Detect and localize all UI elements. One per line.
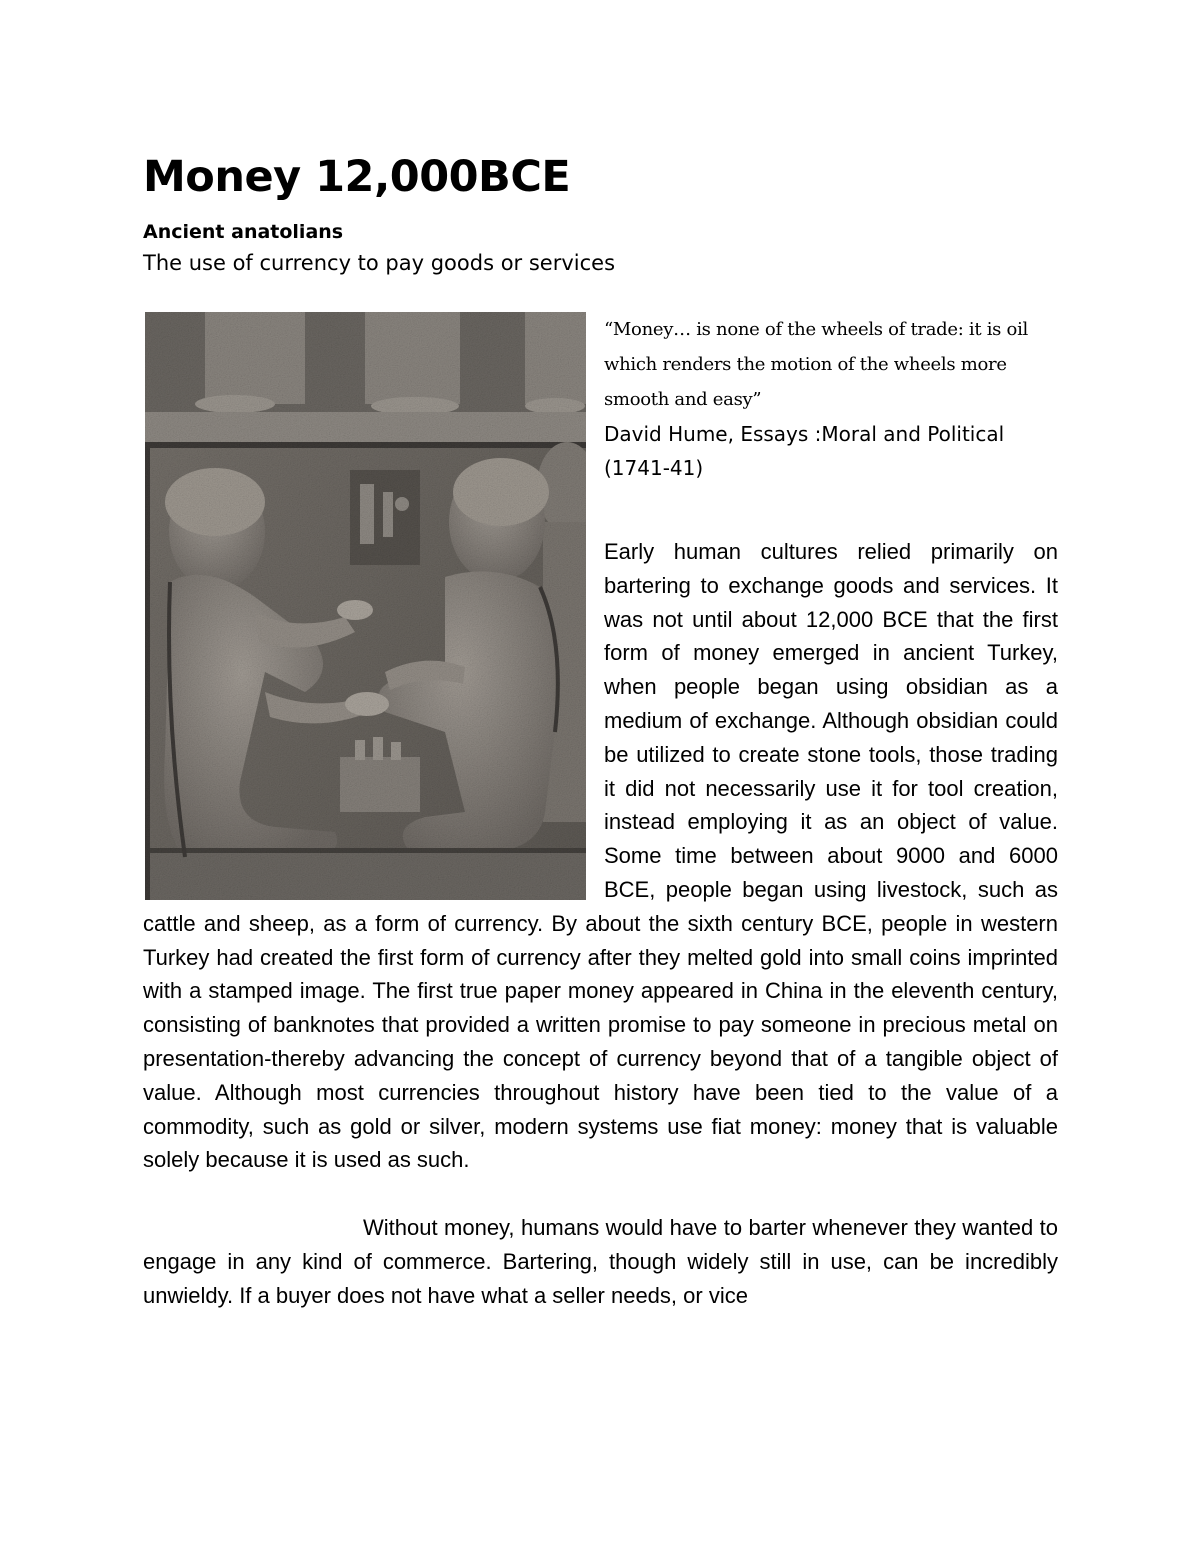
body-paragraph-2: Without money, humans would have to barter whenever they wanted to engage in any kind of commerce. Bartering, though widely still in use, can be incredibly unwieldy. If a buyer does not have what a seller needs, or vice [143, 1215, 1058, 1308]
page-title: Money 12,000BCE [143, 152, 571, 202]
body-paragraph-1: Early human cultures relied primarily on bartering to exchange goods and services. It was not until about 12,000 BCE that the first form of money emerged in ancient Turkey, when people began using obsidian as a medium of exchange. Although obsidian could be utilized to create stone tools, those trading it did not necessarily use it for tool creation, instead employing it as an object of value. Some time between about 9000 and 6000 BCE, people began using livestock, such as cattle and sheep, as a form of currency. By about the sixth century BCE, people in western Turkey had created the first form of currency after they melted gold into small coins imprinted with a stamped image. The first true paper money appeared in China in the eleventh century, consisting of banknotes that provided a written promise to pay someone in precious metal on presentation-thereby advancing the concept of currency beyond that of a tangible object of value. Although most currencies throughout history have been tied to the value of a commodity, such as gold or silver, modern systems use fiat money: money that is valuable solely because it is used as such. [143, 539, 1058, 1173]
subtitle: Ancient anatolians [143, 221, 344, 243]
hume-quote: “Money… is none of the wheels of trade: it is oil which renders the motion of the wheels more smooth and easy” [604, 319, 1028, 410]
document-page [143, 150, 1058, 1313]
tagline: The use of currency to pay goods or services [143, 251, 616, 275]
quote-attribution: David Hume, Essays :Moral and Political (1741-41) [604, 422, 1005, 480]
stone-relief-image [145, 312, 586, 900]
